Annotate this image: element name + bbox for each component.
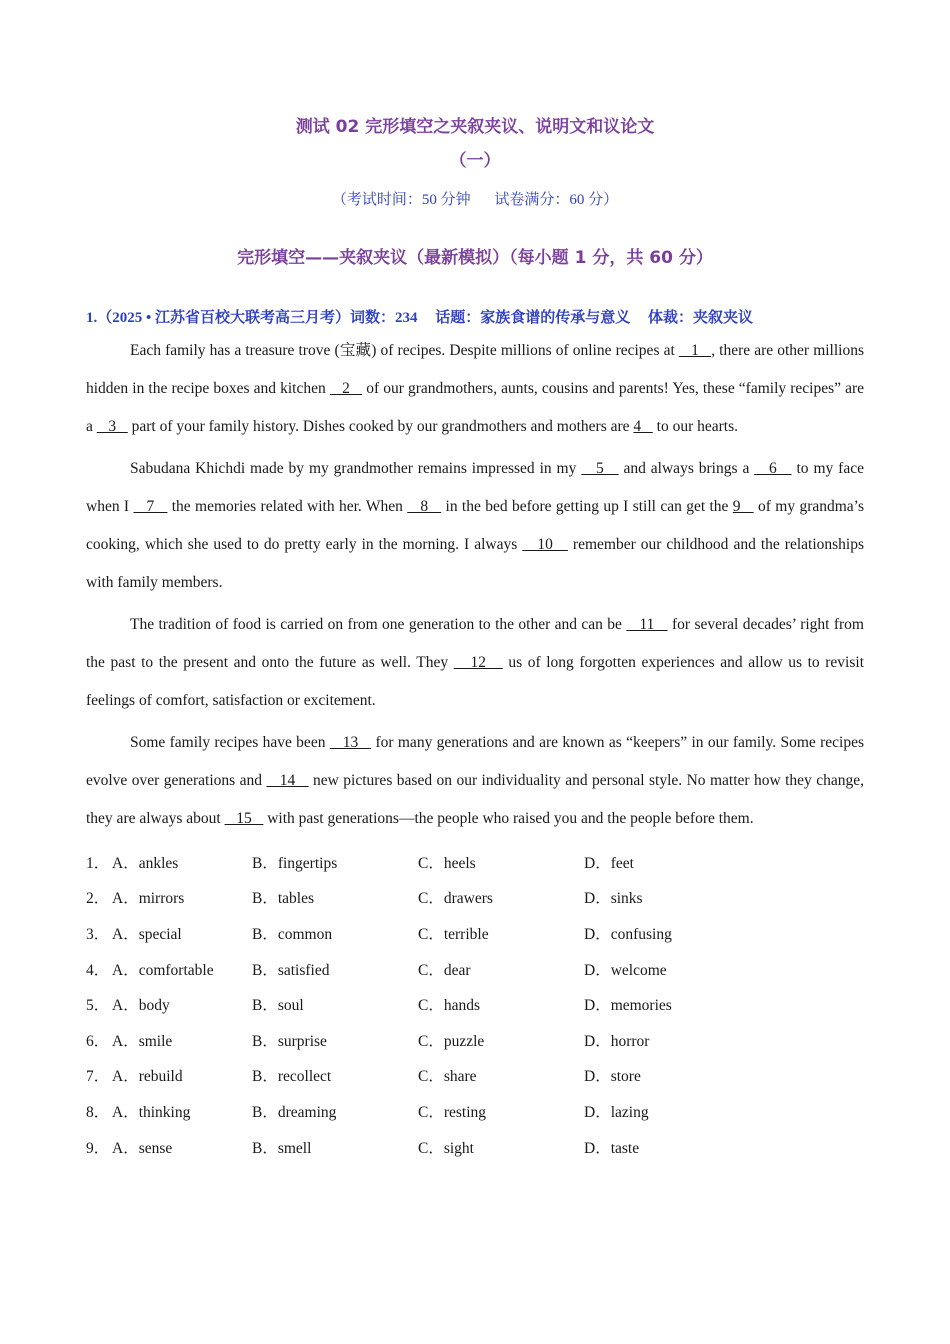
option-d[interactable]: D．store (584, 1068, 641, 1086)
document-page (86, 112, 864, 1164)
cloze-blank[interactable]: 14 (266, 772, 309, 789)
cloze-blank[interactable]: 11 (626, 616, 668, 633)
passage-text: , there are other millions hidden in the recipe boxes and kitchen (86, 342, 865, 397)
question-topic: 话题：家族食谱的传承与意义 (435, 310, 631, 326)
cloze-blank[interactable]: 7 (133, 498, 168, 515)
option-a[interactable]: A．mirrors (112, 890, 185, 908)
passage-text: Some family recipes have been (130, 734, 330, 751)
cloze-blank[interactable]: 5 (581, 460, 619, 477)
option-d[interactable]: D．sinks (584, 890, 643, 908)
question-source: 1.（2025 • 江苏省百校大联考高三月考）词数：234 (86, 310, 418, 326)
option-b[interactable]: B．soul (252, 997, 304, 1015)
passage-text: the memories related with her. When (167, 498, 408, 515)
option-row (86, 951, 864, 987)
exam-time: （考试时间：50 分钟 (331, 192, 471, 208)
option-number: 4． (86, 961, 110, 979)
option-b[interactable]: B．common (252, 925, 333, 943)
option-b[interactable]: B．recollect (252, 1068, 332, 1086)
passage-text: Each family has a treasure trove (宝藏) of recipes. Despite millions of online recipes at (130, 342, 679, 359)
option-c[interactable]: C．terrible (418, 925, 489, 943)
option-a[interactable]: A．body (112, 997, 170, 1015)
cloze-blank[interactable]: 15 (224, 810, 264, 827)
passage-text: of our grandmothers, aunts, cousins and parents! Yes, these “family recipes” are a (86, 380, 864, 435)
option-number: 6． (86, 1032, 110, 1050)
passage-text: with past generations—the people who raised you and the people before them. (263, 810, 754, 827)
option-number: 3． (86, 925, 110, 943)
passage-text: for several decades’ right from the past to the present and onto the future as well. They (86, 616, 864, 671)
section-title: 完形填空——夹叙夹议（最新模拟）（每小题 1 分，共 60 分） (237, 248, 713, 268)
options-list (86, 844, 864, 1164)
exam-score: 试卷满分：60 分） (494, 192, 619, 208)
option-b[interactable]: B．smell (252, 1139, 312, 1157)
option-b[interactable]: B．surprise (252, 1032, 327, 1050)
option-row (86, 1129, 864, 1165)
cloze-blank[interactable]: 6 (754, 460, 792, 477)
cloze-blank[interactable]: 13 (329, 734, 372, 751)
passage-text: us of long forgotten experiences and allow us to revisit feelings of comfort, satisfaction or excitement. (86, 654, 865, 709)
option-number: 7． (86, 1068, 110, 1086)
cloze-blank[interactable]: 3 (96, 418, 128, 435)
passage-text: in the bed before getting up I still can get the (441, 498, 733, 515)
page-subtitle: （一） (449, 151, 501, 171)
passage-text: and always brings a (618, 460, 755, 477)
option-a[interactable]: A．comfortable (112, 961, 214, 979)
cloze-blank[interactable]: 4 (633, 418, 653, 435)
option-c[interactable]: C．hands (418, 997, 481, 1015)
option-number: 8． (86, 1103, 110, 1121)
passage-paragraph (86, 450, 864, 602)
passage-text: The tradition of food is carried on from one generation to the other and can be (130, 616, 627, 633)
passage-paragraph (86, 606, 864, 720)
cloze-blank[interactable]: 2 (329, 380, 363, 397)
passage-text: new pictures based on our individuality and personal style. No matter how they change, they are always about (86, 772, 864, 827)
passage-text: remember our childhood and the relationships with family members. (86, 536, 865, 591)
passage-text: of my grandma’s cooking, which she used to do pretty early in the morning. I always (86, 498, 865, 553)
cloze-blank[interactable]: 1 (678, 342, 712, 359)
option-b[interactable]: B．dreaming (252, 1103, 337, 1121)
option-c[interactable]: C．dear (418, 961, 471, 979)
option-d[interactable]: D．welcome (584, 961, 667, 979)
passage-paragraph (86, 724, 864, 838)
exam-meta (86, 190, 864, 210)
question-genre: 体裁：夹叙夹议 (648, 310, 754, 326)
option-d[interactable]: D．taste (584, 1139, 640, 1157)
option-a[interactable]: A．ankles (112, 854, 179, 872)
option-a[interactable]: A．special (112, 925, 182, 943)
passage-text: part of your family history. Dishes cooked by our grandmothers and mothers are (127, 418, 634, 435)
passage-text: for many generations and are known as “keepers” in our family. Some recipes evolve over generations and (86, 734, 864, 789)
option-row (86, 880, 864, 916)
cloze-blank[interactable]: 8 (407, 498, 442, 515)
option-a[interactable]: A．rebuild (112, 1068, 183, 1086)
option-d[interactable]: D．memories (584, 997, 672, 1015)
option-number: 5． (86, 997, 110, 1015)
option-number: 2． (86, 890, 110, 908)
option-number: 9． (86, 1139, 110, 1157)
option-b[interactable]: B．tables (252, 890, 314, 908)
option-row (86, 1058, 864, 1094)
option-d[interactable]: D．lazing (584, 1103, 649, 1121)
option-d[interactable]: D．horror (584, 1032, 650, 1050)
option-row (86, 844, 864, 880)
passage-text: to our hearts. (652, 418, 739, 435)
passage-text: to my face when I (86, 460, 864, 515)
option-row (86, 1022, 864, 1058)
option-b[interactable]: B．satisfied (252, 961, 330, 979)
option-a[interactable]: A．sense (112, 1139, 173, 1157)
option-c[interactable]: C．drawers (418, 890, 493, 908)
option-b[interactable]: B．fingertips (252, 854, 338, 872)
cloze-blank[interactable]: 9 (732, 498, 754, 515)
option-c[interactable]: C．sight (418, 1139, 474, 1157)
question-header (86, 308, 864, 328)
page-title: 测试 02 完形填空之夹叙夹议、说明文和议论文 (295, 117, 655, 137)
option-row (86, 915, 864, 951)
option-c[interactable]: C．heels (418, 854, 476, 872)
option-c[interactable]: C．puzzle (418, 1032, 485, 1050)
passage (86, 332, 864, 838)
option-a[interactable]: A．thinking (112, 1103, 191, 1121)
option-c[interactable]: C．share (418, 1068, 477, 1086)
passage-paragraph (86, 332, 864, 446)
cloze-blank[interactable]: 10 (522, 536, 568, 553)
option-c[interactable]: C．resting (418, 1103, 487, 1121)
option-d[interactable]: D．confusing (584, 925, 672, 943)
option-row (86, 1093, 864, 1129)
option-number: 1． (86, 854, 110, 872)
option-a[interactable]: A．smile (112, 1032, 173, 1050)
passage-text: Sabudana Khichdi made by my grandmother remains impressed in my (130, 460, 582, 477)
option-row (86, 986, 864, 1022)
option-d[interactable]: D．feet (584, 854, 634, 872)
cloze-blank[interactable]: 12 (453, 654, 503, 671)
